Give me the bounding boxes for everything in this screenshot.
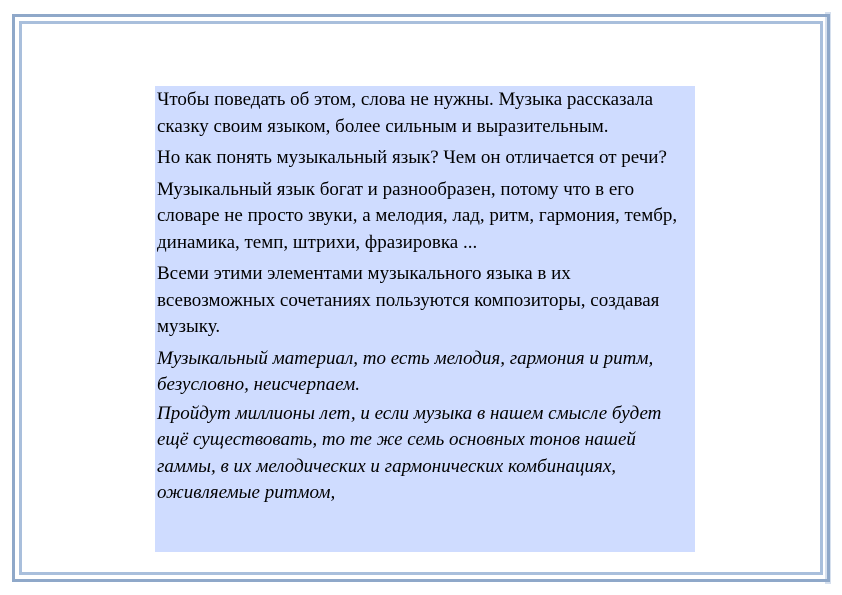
paragraph-4: Всеми этими элементами музыкального языка в их всевозможных сочетаниях пользуются композиторы, создавая музыку. <box>157 263 660 337</box>
paragraph-1: Чтобы поведать об этом, слова не нужны. Музыка рассказала сказку своим языком, более сильным и выразительным. <box>157 89 654 137</box>
paragraph-3: Музыкальный язык богат и разнообразен, потому что в его словаре не просто звуки, а мелодия, лад, ритм, гармония, тембр, динамика, темп, штрихи, фразировка ... <box>157 178 678 253</box>
text-box <box>155 86 695 552</box>
quote-paragraph-2: Пройдут миллионы лет, и если музыка в нашем смысле будет ещё существовать, то те же семь основных тонов нашей гаммы, в их мелодических и гармонических комбинациях, оживляемые ритмом, <box>157 402 662 503</box>
paragraph-2: Но как понять музыкальный язык? Чем он отличается от речи? <box>157 147 667 168</box>
quote-paragraph-1: Музыкальный материал, то есть мелодия, гармония и ритм, безусловно, неисчерпаем. <box>157 347 654 395</box>
